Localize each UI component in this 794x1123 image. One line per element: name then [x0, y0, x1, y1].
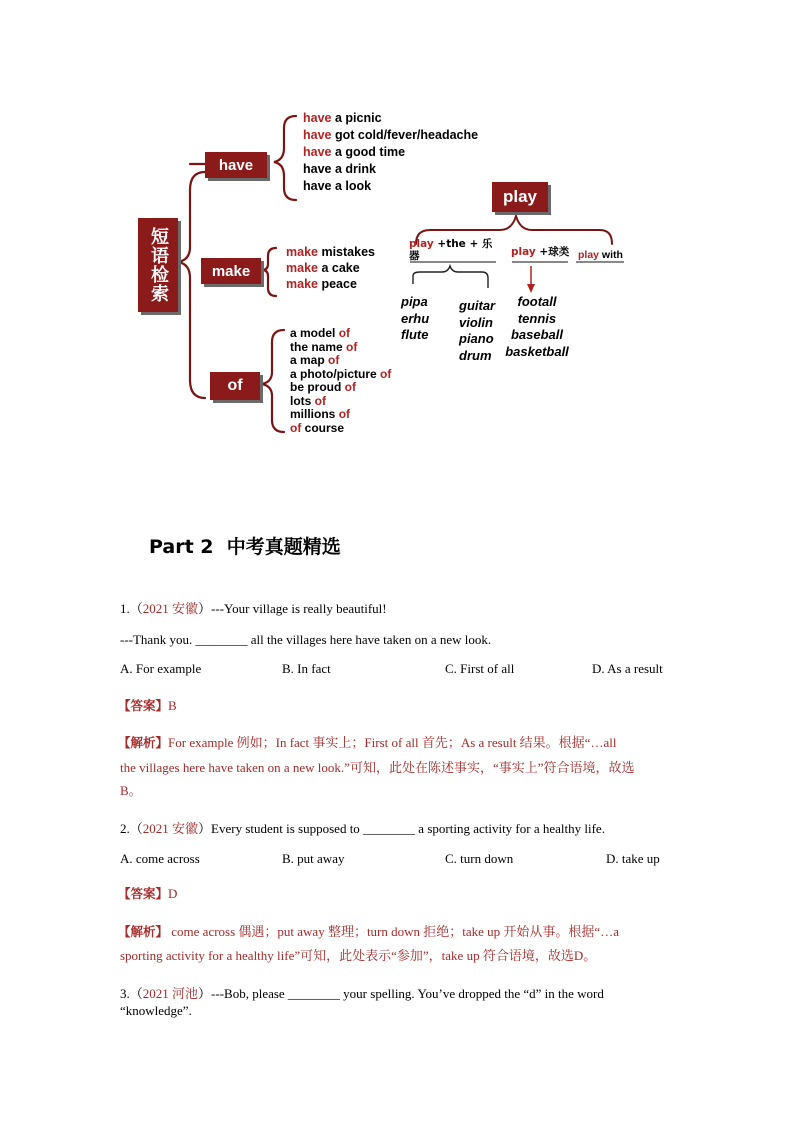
of-phrase: be proud of	[290, 380, 356, 394]
have-phrase: have got cold/fever/headache	[303, 128, 479, 142]
instrument-item: guitar	[459, 298, 496, 313]
make-label: make	[211, 262, 251, 280]
q2-option-c: C. turn down	[445, 851, 514, 866]
have-phrase: have a look	[303, 179, 372, 193]
of-phrase: a photo/picture of	[290, 366, 392, 381]
play-ball-rule: play +球类	[511, 246, 570, 258]
ball-game-item: baseball	[510, 327, 564, 342]
have-phrase: have a good time	[303, 145, 406, 159]
instrument-item: pipa	[401, 294, 428, 309]
root-label-box	[138, 218, 178, 312]
q2-answer: 【答案】D	[118, 886, 178, 901]
q1-option-b: B. In fact	[282, 661, 331, 676]
make-phrase: make peace	[286, 277, 357, 291]
of-phrase: a map of	[290, 353, 340, 367]
instrument-item: violin	[459, 314, 493, 330]
of-phrase: of course	[290, 420, 345, 435]
play-box	[492, 182, 548, 212]
have-box	[205, 152, 267, 178]
have-label: have	[218, 156, 254, 174]
q2-stem-line: 2.（2021 安徽）Every student is supposed to ________ a sporting activity for a healthy life.	[120, 821, 605, 836]
instrument-list-left	[401, 294, 429, 344]
of-phrase: a model of	[290, 326, 351, 340]
q1-analysis-line3: B。	[120, 783, 142, 798]
ball-game-item: footall	[517, 294, 557, 309]
q2-option-b: B. put away	[282, 851, 345, 866]
of-box	[210, 372, 260, 400]
q2-source: 2021 安徽	[142, 821, 199, 836]
q1-analysis-line1: 【解析】For example 例如；In fact 事实上；First of all 首先；As a result 结果。根据“…all	[118, 735, 617, 750]
of-phrase: millions of	[290, 407, 351, 421]
make-box	[201, 258, 261, 284]
ball-game-list	[503, 294, 571, 360]
instrument-item: erhu	[401, 310, 430, 326]
q2-analysis-line1: 【解析】 come across 偶遇；put away 整理；turn down 拒绝；take up 开始从事。根据“…a	[118, 924, 619, 939]
instrument-item: drum	[459, 347, 492, 363]
q3-source: 2021 河池	[142, 986, 199, 1001]
q1-stem-line2: ---Thank you. ________ all the villages here have taken on a new look.	[120, 632, 492, 647]
q1-option-a: A. For example	[120, 661, 202, 676]
q1-analysis-line2: the villages here have taken on a new look.”可知，此处在陈述事实，“事实上”符合语境，故选	[120, 760, 635, 775]
play-label: play	[502, 187, 538, 206]
q1-option-d: D. As a result	[592, 661, 663, 676]
play-with-rule: play with	[578, 249, 623, 261]
instrument-item: flute	[401, 327, 429, 342]
q1-answer: 【答案】B	[118, 698, 177, 713]
make-phrase: make a cake	[286, 261, 360, 275]
have-phrase: have a picnic	[303, 111, 382, 125]
make-phrase: make mistakes	[286, 245, 375, 259]
have-phrase: have a drink	[303, 162, 376, 176]
of-phrase: lots of	[290, 393, 326, 408]
section-title: Part 2 中考真题精选	[149, 536, 341, 558]
ball-game-item: basketball	[505, 343, 569, 359]
q3-stem-line: 3.（2021 河池）---Bob, please ________ your spelling. You’ve dropped the “d” in the word	[120, 986, 604, 1001]
instrument-list-right	[459, 298, 495, 364]
root-label: 短语检索	[148, 227, 169, 303]
instrument-item: piano	[459, 331, 494, 346]
q1-stem-line: 1.（2021 安徽）---Your village is really beautiful!	[120, 601, 387, 616]
q2-option-a: A. come across	[120, 851, 200, 866]
q1-option-c: C. First of all	[445, 661, 515, 676]
q2-option-d: D. take up	[606, 851, 660, 866]
have-phrase-list	[303, 111, 523, 203]
of-label: of	[227, 377, 243, 394]
q3-stem-line2: “knowledge”.	[120, 1003, 192, 1018]
ball-game-item: tennis	[517, 310, 557, 326]
q1-source: 2021 安徽	[142, 601, 199, 616]
play-instrument-rule: play +the + 乐 器	[409, 238, 493, 262]
make-phrase-list	[286, 245, 406, 297]
q2-analysis-line2: sporting activity for a healthy life”可知，此处表示“参加”，take up 符合语境，故选D。	[120, 948, 597, 963]
of-phrase: the name of	[290, 339, 358, 354]
